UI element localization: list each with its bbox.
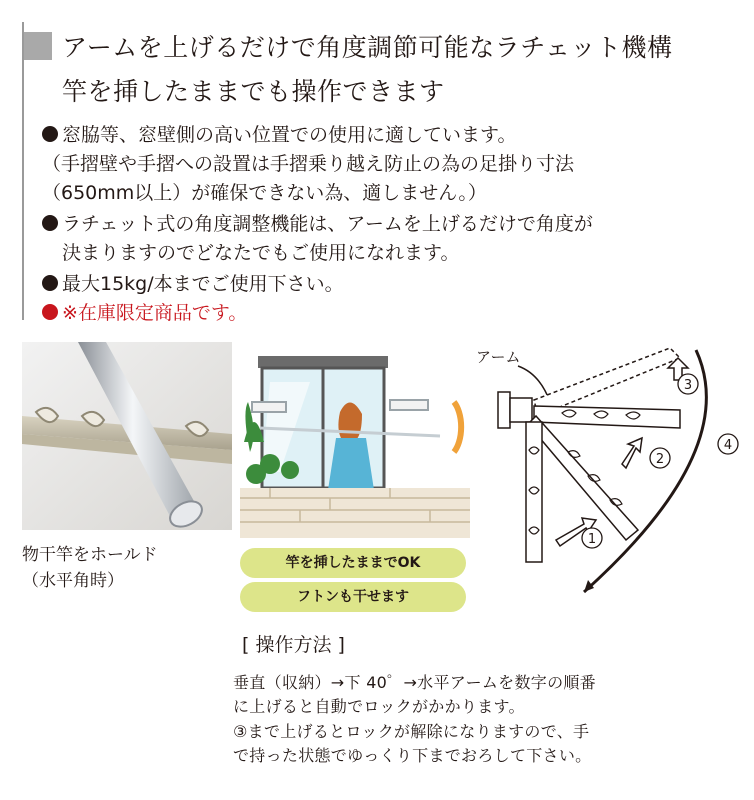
- operation-text-4: で持った状態でゆっくり下までおろして下さい。: [233, 746, 592, 765]
- feature-subtitle: 竿を挿したままでも操作できます: [62, 77, 445, 106]
- step-2-number: 2: [655, 452, 665, 467]
- left-rule: [22, 22, 24, 320]
- bullet-item-1-note: （手摺壁や手摺への設置は手摺乗り越え防止の為の足掛り寸法: [42, 153, 575, 175]
- bullet-dot-icon: [42, 215, 58, 231]
- operation-text-3: ③まで上げるとロックが解除になりますので、手: [233, 722, 590, 741]
- step-4-number: 4: [723, 438, 733, 453]
- bullet-dot-icon: [42, 126, 58, 142]
- step-3-number: 3: [683, 378, 693, 393]
- arm-label: アーム: [476, 348, 521, 366]
- person-figure: [328, 438, 374, 490]
- bullet-dot-icon: [42, 275, 58, 291]
- bullet-item-4: ※在庫限定商品です。: [42, 298, 247, 325]
- bullet-item-1-note-2: （650mm以上）が確保できない為、適しません。）: [42, 182, 487, 204]
- operation-text-1: 垂直（収納）→下 40゜→水平アームを数字の順番: [233, 673, 596, 692]
- bullet-item-1: 窓脇等、窓壁側の高い位置での使用に適しています。: [42, 120, 516, 147]
- bullet-dot-red-icon: [42, 304, 58, 320]
- photo-caption-sub: （水平角時）: [22, 571, 124, 591]
- bullet-item-3: 最大15kg/本までご使用下さい。: [42, 269, 344, 296]
- product-photo: [22, 342, 232, 530]
- arrow-2-icon: [622, 438, 642, 468]
- operation-text-2: に上げると自動でロックがかかります。: [233, 697, 525, 716]
- balcony-illustration: [240, 352, 470, 538]
- photo-caption: 物干竿をホールド: [22, 545, 158, 565]
- step-1-number: 1: [587, 532, 597, 547]
- operation-heading: [ 操作方法 ]: [242, 634, 345, 656]
- arm-angle-diagram: [470, 340, 740, 600]
- bullet-item-2-cont: 決まりますのでどなたでもご使用になれます。: [62, 242, 460, 264]
- bullet-item-2: ラチェット式の角度調整機能は、アームを上げるだけで角度が: [42, 209, 593, 236]
- badge-pole-ok: 竿を挿したままでOK: [240, 548, 466, 578]
- badge-futon-ok: フトンも干せます: [240, 582, 466, 612]
- heading-marker: [24, 32, 52, 60]
- feature-title: アームを上げるだけで角度調節可能なラチェット機構: [62, 33, 673, 62]
